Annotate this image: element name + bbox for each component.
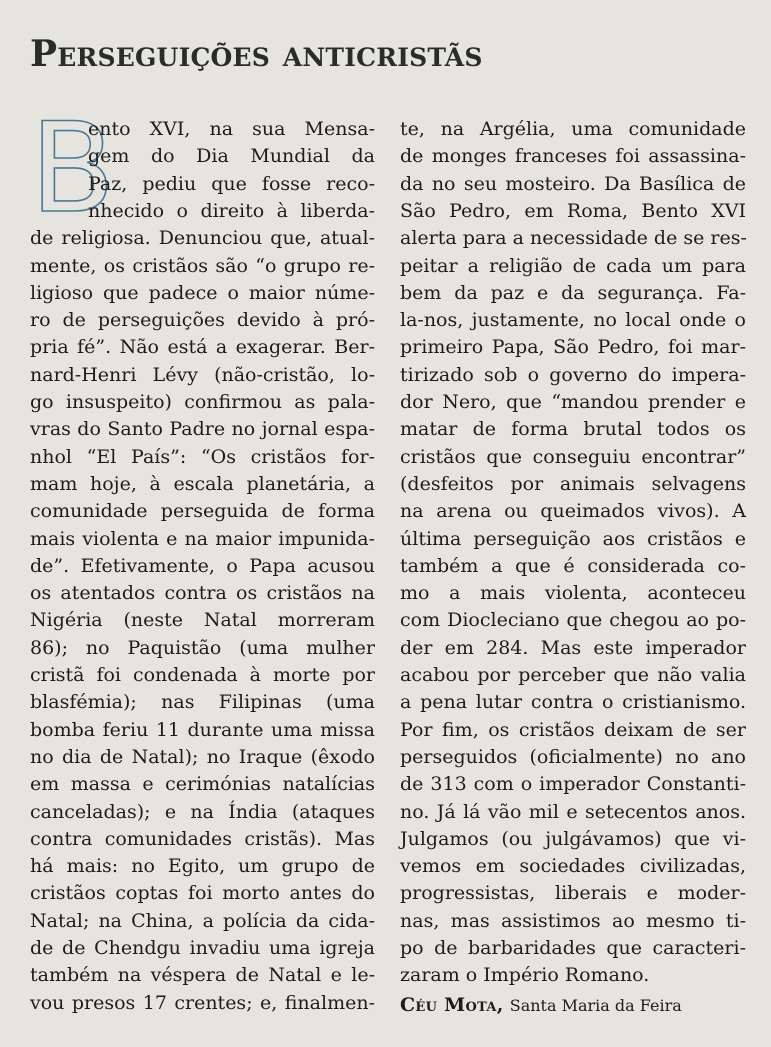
drop-cap: B bbox=[30, 97, 116, 241]
text-line: os atentados contra os cristãos na bbox=[30, 582, 375, 605]
text-line: (desfeitos por animais selvagens bbox=[400, 472, 746, 495]
text-line: há mais: no Egito, um grupo de bbox=[30, 855, 375, 878]
author-name: Céu Mota, bbox=[400, 993, 504, 1016]
text-line: mam hoje, à escala planetária, a bbox=[30, 472, 375, 495]
text-line: der em 284. Mas este imperador bbox=[400, 636, 746, 659]
text-line: bem da paz e da segurança. Fa- bbox=[400, 281, 746, 304]
text-line: de monges franceses foi assassina- bbox=[400, 145, 746, 168]
text-line: ento XVI, na sua Mensa- bbox=[88, 118, 375, 140]
text-line: contra comunidades cristãs). Mas bbox=[30, 827, 375, 850]
text-line: nard-Henri Lévy (não-cristão, lo- bbox=[30, 363, 375, 386]
text-line: no. Já lá vão mil e setecentos anos. bbox=[400, 800, 746, 823]
text-line: comunidade perseguida de forma bbox=[30, 500, 375, 523]
text-line: gem do Dia Mundial da bbox=[88, 145, 375, 168]
text-line: Por fim, os cristãos deixam de ser bbox=[400, 718, 746, 741]
text-line: de de Chendgu invadiu uma igreja bbox=[30, 937, 375, 959]
text-line: progressistas, liberais e moder- bbox=[400, 882, 746, 905]
signature bbox=[400, 992, 746, 1019]
text-line: dor Nero, que “mandou prender e bbox=[400, 391, 746, 413]
text-line: Natal; na China, a polícia da cida- bbox=[30, 909, 375, 932]
text-line: Julgamos (ou julgávamos) que vi- bbox=[400, 827, 746, 850]
text-line: go insuspeito) confirmou as pala- bbox=[30, 391, 375, 413]
text-line: alerta para a necessidade de se res- bbox=[400, 227, 747, 250]
text-line: po de barbaridades que caracteri- bbox=[400, 937, 746, 959]
text-line: tirizado sob o governo do impera- bbox=[400, 363, 746, 386]
text-line: canceladas); e na Índia (ataques bbox=[30, 800, 375, 823]
text-line: mais violenta e na maior impunida- bbox=[30, 527, 375, 550]
text-line: cristã foi condenada à morte por bbox=[30, 664, 375, 686]
text-line: última perseguição aos cristãos e bbox=[400, 527, 746, 550]
text-line: la-nos, justamente, no local onde o bbox=[400, 309, 746, 332]
article-title: Perseguições anticristãs bbox=[30, 33, 483, 76]
text-line: blasfémia); nas Filipinas (uma bbox=[30, 691, 375, 714]
text-line: te, na Argélia, uma comunidade bbox=[400, 118, 746, 140]
text-line: zaram o Império Romano. bbox=[400, 964, 650, 987]
text-line: pria fé”. Não está a exagerar. Ber- bbox=[30, 336, 375, 359]
text-line: na arena ou queimados vivos). A bbox=[400, 500, 746, 523]
text-line: de religiosa. Denunciou que, atual- bbox=[30, 227, 375, 250]
text-line: também a que é considerada co- bbox=[400, 554, 746, 577]
text-line: da no seu mosteiro. Da Basílica de bbox=[400, 172, 746, 195]
text-line: vras do Santo Padre no jornal espa- bbox=[30, 418, 375, 441]
text-line: nas, mas assistimos ao mesmo ti- bbox=[400, 909, 746, 932]
text-line: a pena lutar contra o cristianismo. bbox=[400, 691, 746, 714]
text-line: Nigéria (neste Natal morreram bbox=[30, 609, 375, 632]
text-line: ro de perseguições devido à pró- bbox=[30, 309, 375, 332]
text-line: bomba feriu 11 durante uma missa bbox=[30, 718, 375, 741]
text-line: com Diocleciano que chegou ao po- bbox=[400, 609, 746, 632]
text-line: vemos em sociedades civilizadas, bbox=[400, 855, 746, 878]
text-line: Paz, pediu que fosse reco- bbox=[88, 172, 375, 195]
text-line: acabou por perceber que não valia bbox=[400, 664, 746, 686]
text-line: no dia de Natal); no Iraque (êxodo bbox=[30, 745, 375, 768]
text-line: ligioso que padece o maior núme- bbox=[30, 281, 375, 304]
text-line: perseguidos (oficialmente) no ano bbox=[400, 745, 746, 768]
text-line: nhol “El País”: “Os cristãos for- bbox=[30, 445, 375, 468]
text-line: peitar a religião de cada um para bbox=[400, 254, 746, 277]
text-line: vou presos 17 crentes; e, finalmen- bbox=[30, 991, 375, 1014]
text-line: 86); no Paquistão (uma mulher bbox=[30, 636, 375, 659]
text-line: São Pedro, em Roma, Bento XVI bbox=[400, 199, 746, 222]
text-line: mente, os cristãos são “o grupo re- bbox=[30, 254, 375, 277]
text-line: mo a mais violenta, aconteceu bbox=[400, 582, 746, 605]
author-place: Santa Maria da Feira bbox=[509, 995, 682, 1015]
text-line: nhecido o direito à liberda- bbox=[88, 199, 375, 222]
text-line: de 313 com o imperador Constanti- bbox=[400, 773, 746, 796]
text-line: cristãos coptas foi morto antes do bbox=[30, 882, 375, 905]
text-line: cristãos que conseguiu encontrar” bbox=[400, 445, 746, 468]
text-line: de”. Efetivamente, o Papa acusou bbox=[30, 554, 375, 577]
text-line: matar de forma brutal todos os bbox=[400, 418, 746, 441]
text-line: primeiro Papa, São Pedro, foi mar- bbox=[400, 336, 746, 359]
text-line: em massa e cerimónias natalícias bbox=[30, 773, 375, 796]
text-line: também na véspera de Natal e le- bbox=[30, 964, 375, 987]
